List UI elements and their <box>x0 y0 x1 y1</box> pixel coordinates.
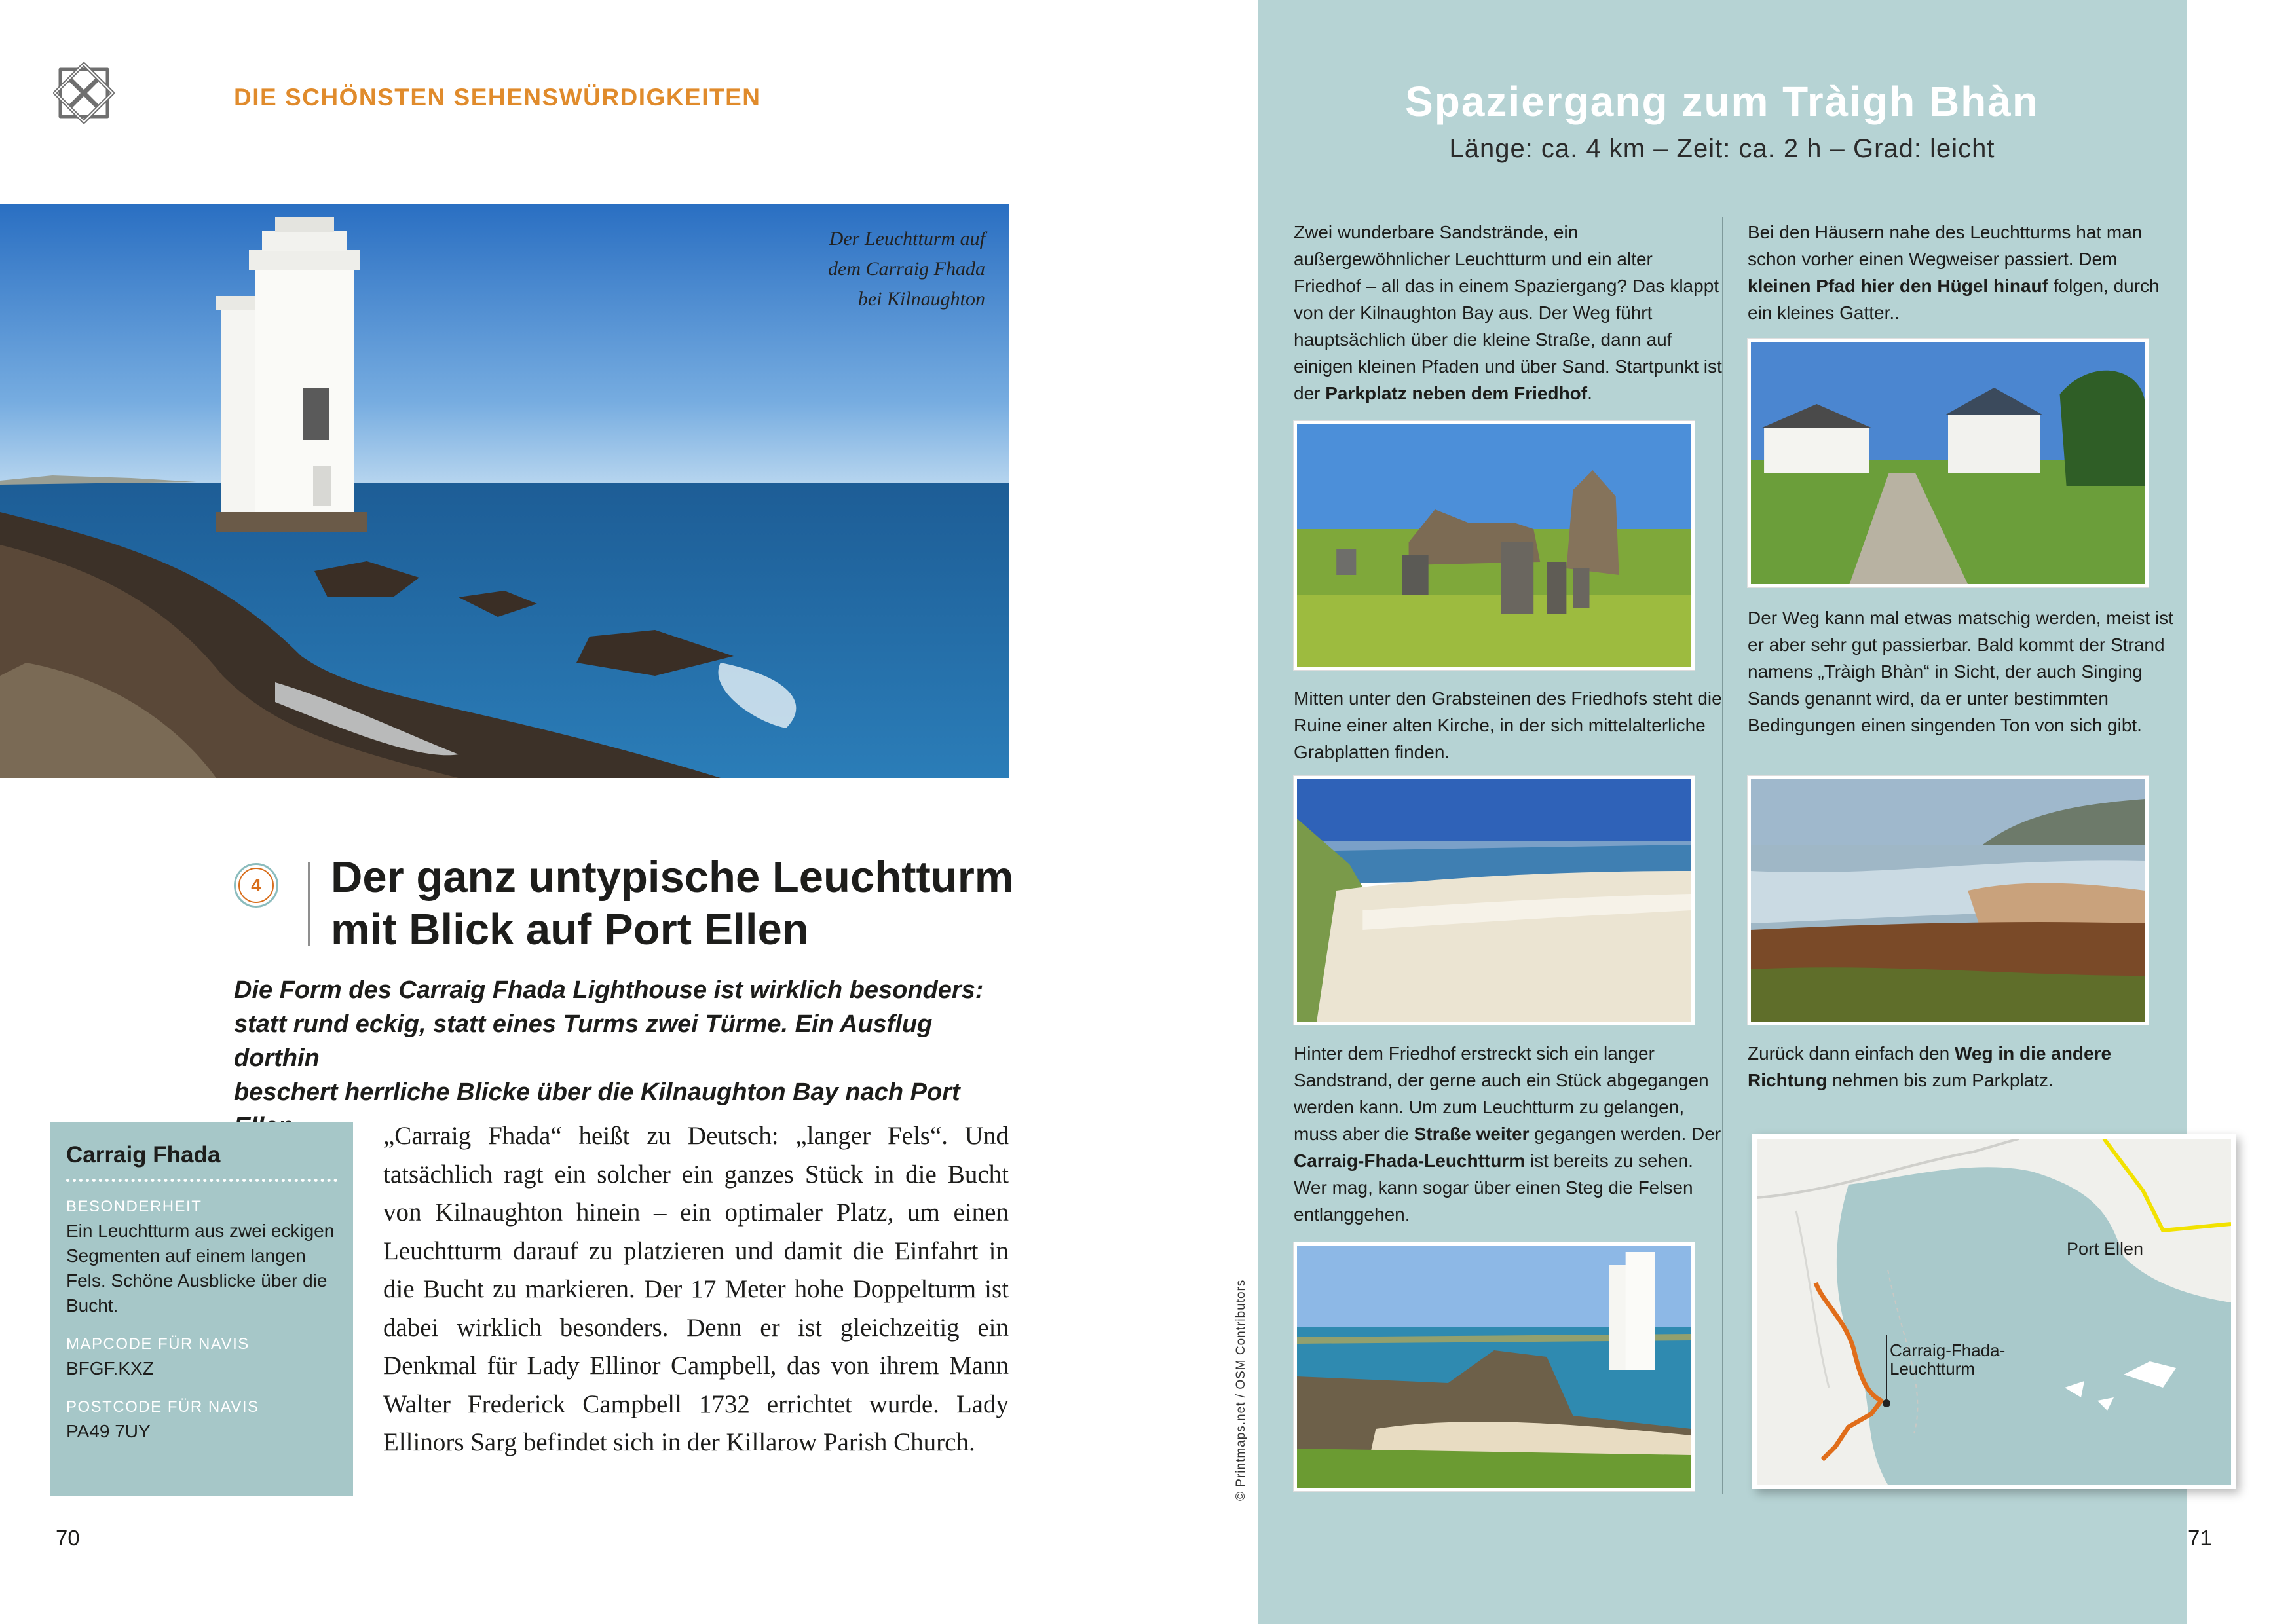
info-heading-mapcode: MAPCODE FÜR NAVIS <box>66 1335 250 1353</box>
info-text-feature: Ein Leuchtturm aus zwei eckigen Segmenten auf einem langen Fels. Schöne Ausblicke über die Bucht. <box>66 1221 335 1316</box>
info-text-postcode: PA49 7UY <box>66 1421 151 1441</box>
walk-col2-return: Zurück dann einfach den Weg in die andere Richtung nehmen bis zum Parkplatz. <box>1748 1043 2112 1090</box>
sight-number-badge <box>234 863 278 908</box>
houses-path-photo <box>1748 339 2149 587</box>
hero-caption: Der Leuchtturm auf dem Carraig Fhada bei Kilnaughton <box>828 228 985 310</box>
info-heading-postcode: POSTCODE FÜR NAVIS <box>66 1398 259 1416</box>
info-text-mapcode: BFGF.KXZ <box>66 1358 154 1378</box>
body-paragraph: „Carraig Fhada“ heißt zu Deutsch: „langer Fels“. Und tatsächlich ragt ein solcher ein ganzes Stück in die Bucht von Kilnaughton hinein – ein optimaler Platz, um einen Leuchtturm darauf zu platzieren und damit die Einfahrt in die Bucht zu markieren. Der 17 Meter hohe Doppelturm ist dabei wirklich besonders. Denn er ist gleichzeitig ein Denkmal für Lady Ellinor Campbell, das von ihrem Mann Walter Frederick Campbell 1732 errichtet wurde. Lady Ellinors Sarg befindet sich in der Killarow Parish Church. <box>383 1122 1009 1456</box>
info-box-title: Carraig Fhada <box>66 1142 337 1182</box>
lighthouse-hero-photo <box>0 204 1009 778</box>
walk-subtitle: Länge: ca. 4 km – Zeit: ca. 2 h – Grad: leicht <box>1449 134 1995 163</box>
celtic-knot-logo-icon <box>51 60 117 126</box>
map-copyright: © Printmaps.net / OSM Contributors <box>1234 1279 1248 1501</box>
column-divider <box>1722 217 1723 1494</box>
map-label-port-ellen: Port Ellen <box>2067 1239 2144 1259</box>
walk-col2-path: Der Weg kann mal etwas matschig werden, meist ist er aber sehr gut passierbar. Bald kommt der Strand namens „Tràigh Bhàn“ in Sicht, der auch Singing Sands genannt wird, da er unter bestimmten Bedingungen einen singenden Ton von sich gibt. <box>1748 608 2173 735</box>
map-label-lighthouse: Carraig-Fhada- Leuchtturm <box>1890 1340 2006 1378</box>
page-number-right: 71 <box>2188 1526 2212 1550</box>
route-map <box>1752 1134 2236 1489</box>
page-number-left: 70 <box>56 1526 80 1550</box>
sight-number: 4 <box>238 868 274 903</box>
traigh-bhan-beach-photo <box>1748 776 2149 1025</box>
walk-col1-cemetery: Mitten unter den Grabsteinen des Friedhofs steht die Ruine einer alten Kirche, in der sich mittelalterliche Grabplatten finden. <box>1294 688 1722 762</box>
info-heading-feature: BESONDERHEIT <box>66 1198 202 1215</box>
walk-title: Spaziergang zum Tràigh Bhàn <box>1405 78 2039 125</box>
page-title: Der ganz untypische Leuchtturm mit Blick auf Port Ellen <box>331 853 1014 954</box>
body-text <box>383 1117 1009 1462</box>
walk-col1-beach: Hinter dem Friedhof erstreckt sich ein langer Sandstrand, der gerne auch ein Stück abgegangen werden kann. Um zum Leuchtturm zu gelangen, muss aber die Straße weiter gegangen werden. Der Carraig-Fhada-Leuchtturm ist bereits zu sehen. Wer mag, kann sogar über einen Steg die Felsen entlanggehen. <box>1294 1043 1721 1225</box>
lighthouse-bay-photo <box>1294 1242 1695 1491</box>
section-label: DIE SCHÖNSTEN SEHENSWÜRDIGKEITEN <box>234 84 761 111</box>
info-box <box>50 1122 353 1496</box>
title-divider <box>308 862 310 946</box>
sandy-beach-photo <box>1294 776 1695 1025</box>
walk-col2-houses: Bei den Häusern nahe des Leuchtturms hat man schon vorher einen Wegweiser passiert. Dem kleinen Pfad hier den Hügel hinauf folgen, durch ein kleines Gatter.. <box>1748 222 2160 323</box>
walk-col1-intro: Zwei wunderbare Sandstrände, ein außergewöhnlicher Leuchtturm und ein alter Friedhof – all das in einem Spaziergang? Das klappt von der Kilnaughton Bay aus. Der Weg führt hauptsächlich über die kleine Straße, dann auf einigen kleinen Pfaden und über Sand. Startpunkt ist der Parkplatz neben dem Friedhof. <box>1294 222 1722 403</box>
cemetery-ruin-photo <box>1294 421 1695 670</box>
lead-paragraph: Die Form des Carraig Fhada Lighthouse ist wirklich besonders: statt rund eckig, statt eines Turms zwei Türme. Ein Ausflug dorthin beschert herrliche Blicke über die Kilnaughton Bay nach Port <box>234 976 984 1106</box>
